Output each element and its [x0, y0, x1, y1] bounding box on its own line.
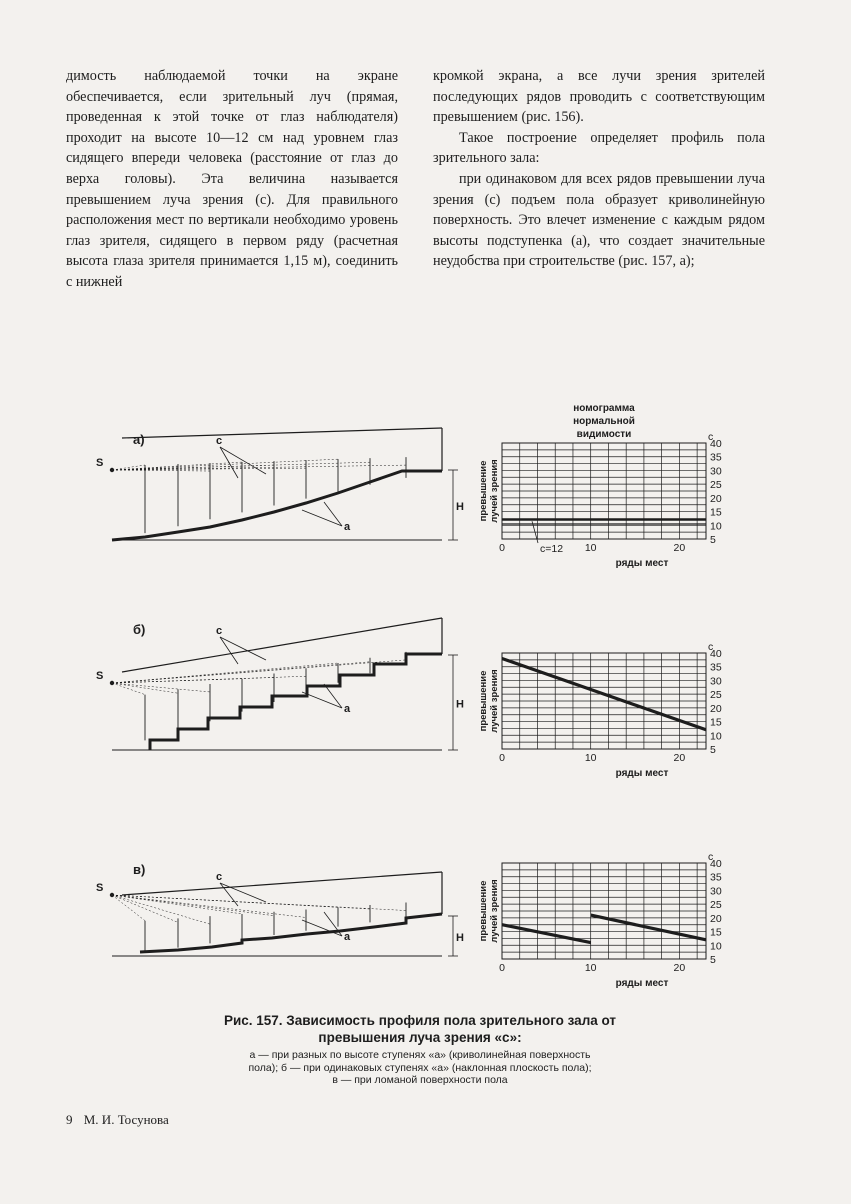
caption-note-line: пола); б — при одинаковых ступенях «а» (наклонная плоскость пола);	[248, 1061, 592, 1074]
nomogram-title-line: нормальной	[573, 416, 635, 427]
panel-letter: в)	[133, 862, 146, 877]
screen-point	[110, 468, 114, 472]
caption-title: Рис. 157. Зависимость профиля пола зрительного зала от	[223, 1013, 617, 1028]
x-tick-label: 0	[499, 962, 505, 974]
nomogram-chart-1	[478, 431, 722, 569]
sight-line	[112, 663, 338, 683]
nomogram-title-line: видимости	[576, 429, 632, 440]
label-a: a	[344, 931, 351, 943]
x-tick-label: 20	[673, 752, 686, 764]
figure-caption	[110, 1012, 730, 1087]
label-s: S	[96, 670, 104, 682]
x-tick-label: 0	[499, 752, 505, 764]
sight-line	[112, 662, 370, 683]
sight-line	[112, 660, 406, 683]
y-tick-label: 5	[710, 954, 716, 966]
screen-point	[110, 893, 114, 897]
y-axis-label: превышение	[478, 670, 489, 732]
x-axis-label: ряды мест	[615, 978, 669, 989]
label-s: S	[96, 457, 104, 469]
y-axis-label: превышение	[478, 460, 489, 522]
y-tick-label: 10	[710, 730, 722, 743]
ceiling-line	[122, 428, 442, 438]
label-c: c	[216, 435, 223, 447]
y-axis-label: превышение	[478, 880, 489, 942]
y-tick-label: 15	[710, 926, 722, 939]
sight-line	[112, 895, 242, 914]
c-axis-label: c	[708, 851, 714, 863]
y-tick-label: 30	[710, 465, 722, 478]
y-tick-label: 20	[710, 912, 722, 925]
paragraph: кромкой экрана, а все лучи зрения зрителей последующих рядов проводить с соответствующим превышением (рис. 156).	[433, 68, 765, 126]
y-tick-label: 30	[710, 675, 722, 688]
floor-profile	[112, 471, 442, 540]
paragraph: димость наблюдаемой точки на экране обеспечивается, если зрительный луч (прямая, проведенная к этой точке от глаз наблюдателя) проходит на высоте 10—12 см над уровнем глаз сидящего впереди человека (расстояние от глаз до верха головы). Эта величина называется превышением луча зрения (с). Для правильного расположения мест по вертикали необходимо уровень глаз зрителя, сидящего в первом ряду (расчетная высота глаза зрителя принимается 1,15 м), соединить с нижней	[66, 68, 398, 290]
hall-section-3	[96, 862, 464, 956]
panel-letter: а)	[133, 432, 145, 447]
y-tick-label: 40	[710, 438, 722, 450]
hall-section-1	[96, 428, 464, 540]
sight-line	[112, 895, 210, 924]
pointer-line	[220, 637, 238, 664]
sight-line	[112, 676, 306, 683]
caption-note-line: в — при ломаной поверхности пола	[332, 1074, 508, 1086]
data-series-line	[502, 925, 591, 943]
y-axis-label: лучей зрения	[489, 879, 500, 943]
label-c: c	[216, 625, 223, 637]
x-axis-label: ряды мест	[615, 768, 669, 779]
panel-letter: б)	[133, 622, 146, 637]
x-tick-label: 10	[584, 542, 597, 554]
x-axis-label: ряды мест	[615, 558, 669, 569]
y-tick-label: 25	[710, 479, 722, 492]
label-s: S	[96, 882, 104, 894]
y-tick-label: 10	[710, 940, 722, 953]
nomogram-title-line: номограмма	[573, 403, 635, 414]
y-tick-label: 40	[710, 858, 722, 870]
y-tick-label: 35	[710, 451, 722, 464]
y-tick-label: 10	[710, 520, 722, 533]
y-tick-label: 5	[710, 534, 716, 546]
signature-mark: 9	[66, 1112, 73, 1127]
x-tick-label: 10	[584, 752, 597, 764]
y-axis-label: лучей зрения	[489, 459, 500, 523]
caption-note-line: а — при разных по высоте ступенях «а» (криволинейная поверхность	[249, 1049, 591, 1061]
nomogram-chart-3	[478, 851, 722, 989]
c-axis-label: c	[708, 431, 714, 443]
sight-line	[112, 895, 274, 916]
y-tick-label: 35	[710, 871, 722, 884]
label-h: H	[456, 698, 464, 711]
y-tick-label: 5	[710, 744, 716, 756]
sight-line	[112, 895, 406, 911]
nomogram-chart-2	[478, 641, 722, 779]
y-tick-label: 40	[710, 648, 722, 660]
x-tick-label: 20	[673, 962, 686, 974]
y-tick-label: 30	[710, 885, 722, 898]
y-tick-label: 15	[710, 506, 722, 519]
label-a: a	[344, 703, 351, 715]
paragraph: Такое построение определяет профиль пола зрительного зала:	[433, 129, 765, 167]
label-h: H	[456, 932, 464, 944]
y-tick-label: 25	[710, 899, 722, 912]
label-c: c	[216, 871, 223, 883]
page-footer	[66, 1112, 177, 1128]
pointer-line	[220, 447, 238, 478]
sight-line	[112, 470, 210, 471]
y-axis-label: лучей зрения	[489, 669, 500, 733]
c-axis-label: c	[708, 641, 714, 653]
y-tick-label: 20	[710, 702, 722, 715]
y-tick-label: 20	[710, 492, 722, 505]
data-series-line	[591, 915, 706, 940]
pointer-line	[220, 447, 266, 474]
paragraph: при одинаковом для всех рядов превышении луча зрения (с) подъем пола образует криволинейную поверхность. Это влечет изменение с каждым рядом высоты подступенка (а), что создает значительные неудобства при строительстве (рис. 157, а);	[433, 170, 765, 270]
y-tick-label: 15	[710, 716, 722, 729]
floor-profile	[140, 914, 442, 952]
c12-label: c=12	[540, 543, 564, 555]
x-tick-label: 0	[499, 542, 505, 554]
x-tick-label: 20	[673, 542, 686, 554]
y-tick-label: 25	[710, 689, 722, 702]
label-a: a	[344, 521, 351, 533]
sight-line	[112, 895, 306, 917]
hall-section-2	[96, 618, 464, 750]
author-name: М. И. Тосунова	[83, 1112, 169, 1127]
caption-note	[110, 1049, 730, 1087]
y-tick-label: 35	[710, 661, 722, 674]
screen-point	[110, 681, 114, 685]
x-tick-label: 10	[584, 962, 597, 974]
ceiling-line	[122, 872, 442, 895]
caption-title: превышения луча зрения «с»:	[318, 1030, 522, 1045]
label-h: H	[456, 501, 464, 513]
